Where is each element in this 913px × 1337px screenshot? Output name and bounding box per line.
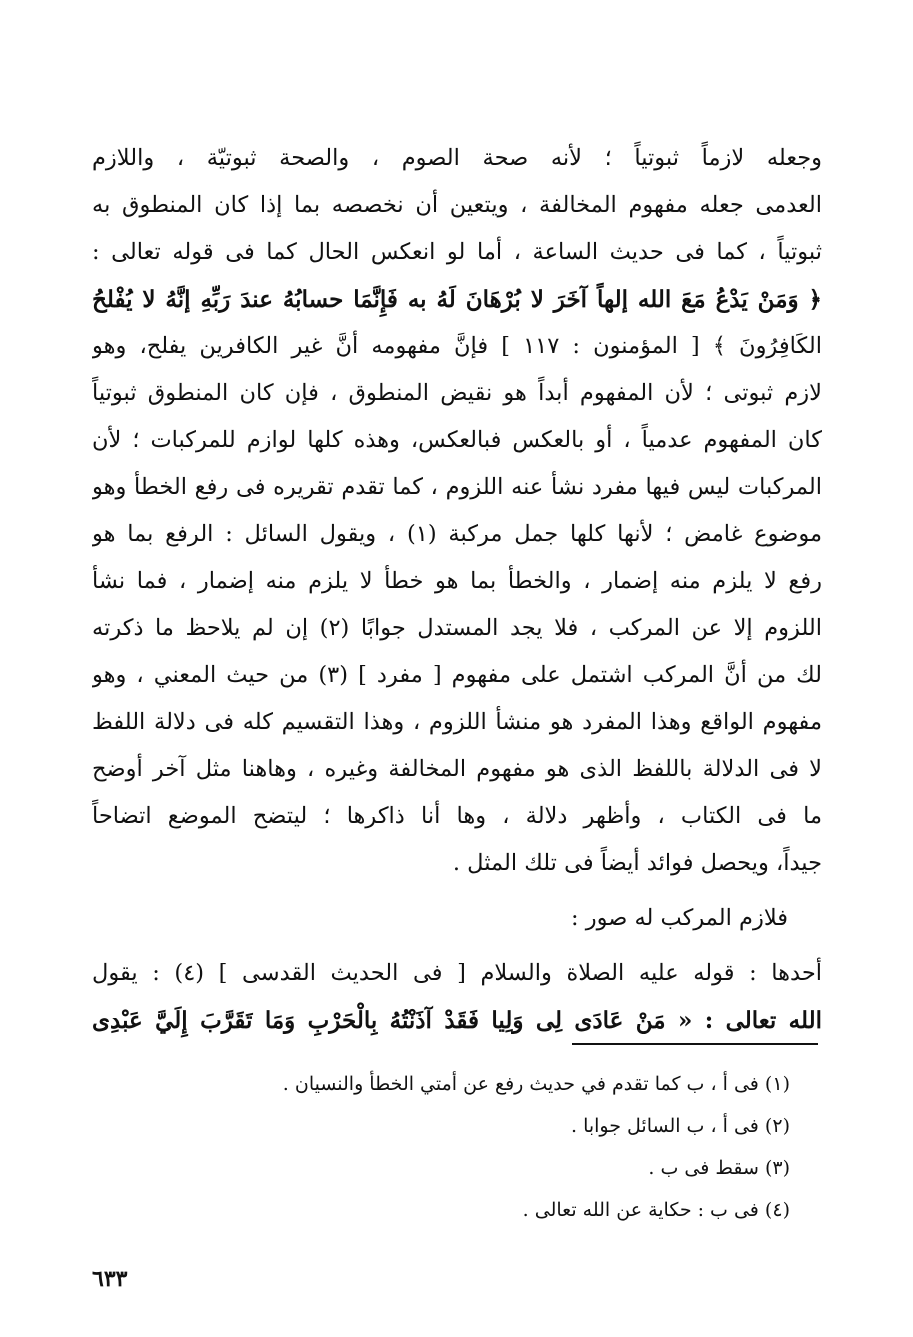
text-line: اللزوم إلا عن المركب ، فلا يجد المستدل جوابًا (٢) إن لم يلاحظ ما ذكرته (92, 615, 822, 641)
footnote-separator (572, 1043, 818, 1045)
text-line: لا فى الدلالة باللفظ الذى هو مفهوم المخالفة وغيره ، وهاهنا مثل آخر أوضح (92, 756, 822, 782)
text-line: كان المفهوم عدمياً ، أو بالعكس فبالعكس، وهذه كلها لوازم للمركبات ؛ لأن (92, 427, 822, 453)
text-line: جيداً، ويحصل فوائد أيضاً فى تلك المثل . (452, 850, 822, 876)
text-line: ما فى الكتاب ، وأظهر دلالة ، وها أنا ذاكرها ؛ ليتضح الموضع اتضاحاً (92, 803, 822, 829)
text-line: مفهوم الواقع وهذا المفرد هو منشأ اللزوم ، وهذا التقسيم كله فى دلالة اللفظ (92, 709, 822, 735)
text-line: وجعله لازماً ثبوتياً ؛ لأنه صحة الصوم ، والصحة ثبوتيّة ، واللازم (92, 145, 822, 171)
footnote: (٢) فى أ ، ب السائل جوابا . (571, 1115, 790, 1137)
text-line: رفع لا يلزم منه إضمار ، والخطأ بما هو خطأ لا يلزم منه إضمار ، فما نشأ (92, 568, 822, 594)
hadith-line: الله تعالى : « مَنْ عَادَى لِى وَلِيا فَقَدْ آذَنْتُهُ بِالْحَرْبِ وَمَا تَقَرَّبَ إِلَيَّ عَبْدِى (92, 1007, 822, 1034)
footnote: (٣) سقط فى ب . (648, 1157, 790, 1179)
text-line: العدمى جعله مفهوم المخالفة ، ويتعين أن نخصصه بما إذا كان المنطوق به (92, 192, 822, 218)
page-number: ٦٣٣ (92, 1266, 128, 1292)
quran-verse-line: ﴿ وَمَنْ يَدْعُ مَعَ الله إلهاً آخَرَ لا بُرْهَانَ لَهُ به فَإِنَّمَا حسابُهُ عندَ رَبِّهِ إنَّهُ لا يُفْلحُ (92, 286, 822, 313)
paragraph-gap (92, 942, 822, 950)
text-line: المركبات ليس فيها مفرد نشأ عنه اللزوم ، كما تقدم تقريره فى رفع الخطأ وهو (92, 474, 822, 500)
text-line: لك من أنَّ المركب اشتمل على مفهوم [ مفرد ] (٣) من حيث المعني ، وهو (92, 662, 822, 688)
text-line: الكَافِرُونَ ﴾ [ المؤمنون : ١١٧ ] فإنَّ مفهومه أنَّ غير الكافرين يفلح، وهو (92, 333, 822, 359)
footnote: (١) فى أ ، ب كما تقدم في حديث رفع عن أمتي الخطأ والنسيان . (282, 1073, 790, 1095)
footnote: (٤) فى ب : حكاية عن الله تعالى . (522, 1199, 790, 1221)
main-text (92, 135, 822, 1044)
text-line: لازم ثبوتى ؛ لأن المفهوم أبداً هو نقيض المنطوق ، فإن كان المنطوق ثبوتياً (92, 380, 822, 406)
paragraph-gap (92, 887, 822, 895)
text-line: أحدها : قوله عليه الصلاة والسلام [ فى الحديث القدسى ] (٤) : يقول (92, 960, 822, 986)
text-line: موضوع غامض ؛ لأنها كلها جمل مركبة (١) ، ويقول السائل : الرفع بما هو (92, 521, 822, 547)
footnotes (150, 1063, 790, 1231)
paragraph-heading: فلازم المركب له صور : (570, 905, 788, 931)
text-line: ثبوتياً ، كما فى حديث الساعة ، أما لو انعكس الحال كما فى قوله تعالى : (92, 239, 822, 265)
